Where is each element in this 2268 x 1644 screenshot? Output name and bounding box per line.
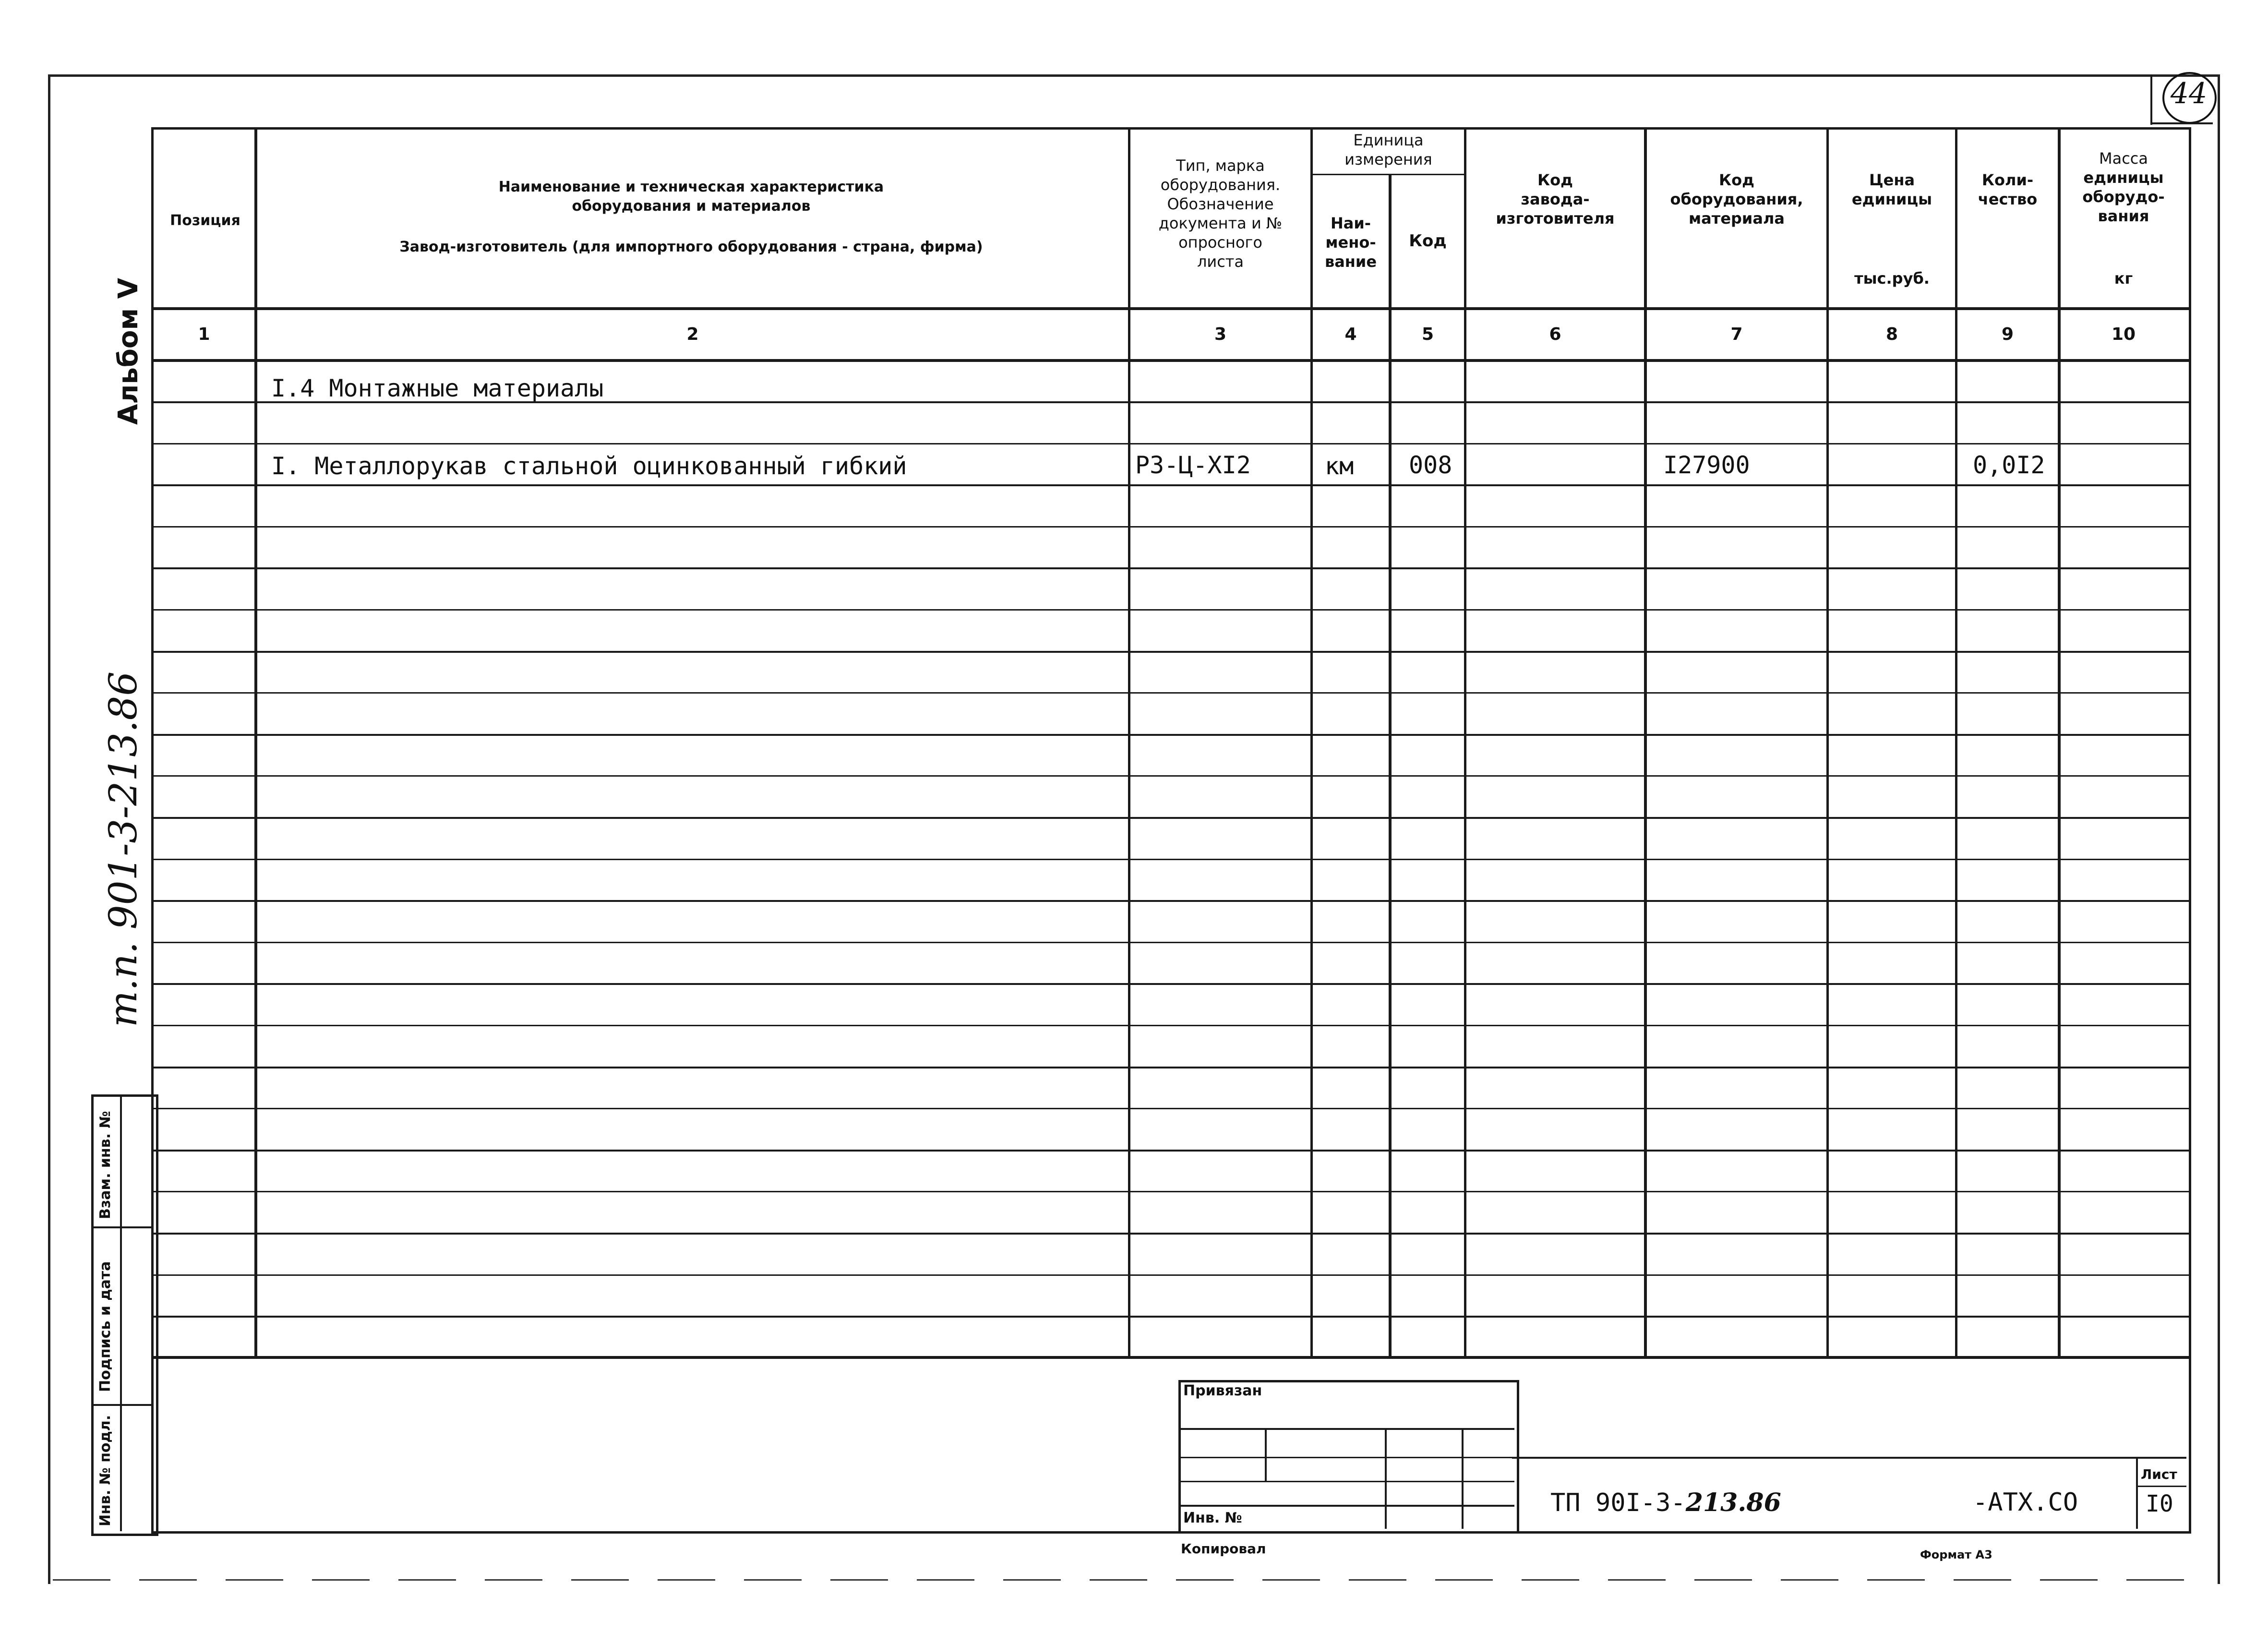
privyazan-line-1 (1178, 1428, 1514, 1430)
col-line-3 (1310, 127, 1313, 1358)
hdr-type-l5: опросного (1178, 233, 1262, 252)
row-line (154, 734, 2189, 736)
colnum-6: 6 (1549, 324, 1561, 344)
unit-group-line (1310, 174, 1464, 175)
col-line-4 (1389, 174, 1392, 1358)
col-line-2 (1128, 127, 1130, 1358)
col-line-5 (1464, 127, 1466, 1358)
hdr-equip-l2: оборудования, (1670, 190, 1803, 208)
row-line (154, 859, 2189, 860)
colnum-4: 4 (1344, 324, 1357, 344)
stamp-inv-podl: Инв. № подл. (97, 1415, 114, 1526)
doc-suffix: -АТХ.СО (1973, 1488, 2078, 1517)
hdr-name-line3: Завод-изготовитель (для импортного оборудования - страна, фирма) (399, 239, 983, 255)
hdr-name-line2: оборудования и материалов (572, 198, 811, 215)
header-bottom-line (151, 307, 2189, 310)
sheet-box-mid (2136, 1486, 2186, 1487)
row3-unit: км (1325, 452, 1354, 480)
hdr-price-unit: тыс.руб. (1854, 269, 1930, 288)
doc-code (1550, 1488, 1781, 1517)
colnum-1: 1 (198, 324, 210, 344)
hdr-type-l1: Тип, марка (1176, 156, 1265, 175)
privyazan-v-2 (1385, 1428, 1387, 1529)
row-line (154, 609, 2189, 611)
row-line (154, 1108, 2189, 1109)
hdr-unit-l1: Единица (1353, 131, 1424, 149)
row-line (154, 1150, 2189, 1152)
sheet-value: I0 (2146, 1490, 2173, 1517)
hdr-type (1130, 156, 1310, 271)
row-line (154, 1233, 2189, 1235)
hdr-qty-l2: чество (1978, 190, 2038, 208)
row-line (154, 1025, 2189, 1026)
stamp-vzam-inv: Взам. инв. № (97, 1111, 114, 1219)
hdr-mass-unit: кг (2114, 269, 2133, 288)
corner-vline (2150, 74, 2152, 125)
hdr-unit-name-l1: Наи- (1330, 214, 1371, 232)
privyazan-box (1178, 1380, 1519, 1531)
hdr-unit-l2: измерения (1344, 150, 1432, 168)
privyazan-line-2 (1178, 1457, 1514, 1458)
left-stamp-sep-1 (91, 1226, 154, 1228)
corner-hline (2150, 122, 2213, 124)
row3-type: РЗ-Ц-ХI2 (1135, 451, 1251, 479)
inv-no-label: Инв. № (1183, 1510, 1242, 1526)
colnum-7: 7 (1730, 324, 1743, 344)
row3-code: 008 (1409, 451, 1452, 479)
colnum-9: 9 (2001, 324, 2014, 344)
hdr-qty-l1: Коли- (1981, 171, 2034, 189)
left-stamp-divider (120, 1094, 122, 1531)
bottom-dash-line (53, 1579, 2213, 1581)
hdr-mass-l4: вания (2098, 207, 2149, 225)
privyazan-v-1 (1265, 1428, 1267, 1481)
row-line (154, 775, 2189, 777)
hdr-type-l2: оборудования. (1160, 176, 1281, 194)
sheet-box-left (2136, 1457, 2138, 1529)
col-line-6 (1644, 127, 1647, 1358)
hdr-qty (1957, 170, 2058, 209)
hdr-factory-l1: Код (1537, 171, 1573, 189)
row-line (154, 484, 2189, 486)
footer-format: Формат А3 (1920, 1548, 1992, 1561)
hdr-factory-l2: завода- (1521, 190, 1590, 208)
privyazan-line-4 (1178, 1505, 1514, 1507)
row-line (154, 1316, 2189, 1318)
row1-name: I.4 Монтажные материалы (271, 374, 604, 402)
privyazan-v-3 (1462, 1428, 1464, 1529)
hdr-unit-group (1313, 131, 1464, 169)
hdr-type-l6: листа (1197, 252, 1244, 271)
row-line (154, 1191, 2189, 1192)
hdr-type-l4: документа и № (1158, 214, 1283, 232)
title-top-line (1512, 1457, 2186, 1459)
hdr-unit-name-l2: мено- (1325, 233, 1376, 252)
stamp-podpis-data: Подпись и дата (97, 1261, 114, 1392)
row-line (154, 692, 2189, 694)
privyazan-line-3 (1178, 1481, 1514, 1482)
col-line-8 (1955, 127, 1957, 1358)
hdr-equip-l1: Код (1719, 171, 1754, 189)
col-line-1 (254, 127, 257, 1358)
hdr-equip-l3: материала (1689, 209, 1785, 228)
row-line (154, 1274, 2189, 1276)
row-line (154, 651, 2189, 653)
colnum-10: 10 (2111, 324, 2136, 344)
row-line (154, 567, 2189, 569)
hdr-mass (2061, 149, 2186, 226)
number-row-bottom-line (151, 359, 2189, 362)
colnum-5: 5 (1421, 324, 1434, 344)
colnum-2: 2 (686, 324, 699, 344)
privyazan-label: Привязан (1183, 1382, 1262, 1399)
row-line (154, 443, 2189, 444)
hdr-factory-code (1466, 170, 1644, 228)
colnum-8: 8 (1885, 324, 1898, 344)
hdr-price-l2: единицы (1851, 190, 1932, 208)
row3-qty: 0,0I2 (1973, 451, 2045, 479)
sheet-number-text: 44 (2170, 77, 2208, 110)
hdr-name-line1: Наименование и техническая характеристика (498, 179, 884, 195)
hdr-type-l3: Обозначение (1167, 195, 1274, 213)
hdr-unit-name-l3: вание (1324, 252, 1377, 271)
hdr-mass-l1: Масса (2099, 149, 2148, 168)
hdr-unit-name (1313, 214, 1389, 271)
hdr-price (1829, 170, 1955, 209)
side-code-handwritten: т.п. 901-3-213.86 (101, 671, 145, 1027)
doc-code-hand: 213.86 (1685, 1488, 1781, 1517)
row3-name: I. Металлорукав стальной оцинкованный гибкий (271, 452, 907, 480)
row-line (154, 942, 2189, 943)
hdr-equip-code (1647, 170, 1826, 228)
col-line-9 (2058, 127, 2061, 1358)
row-line (154, 817, 2189, 819)
hdr-mass-l3: оборудо- (2082, 188, 2165, 206)
hdr-mass-l2: единицы (2083, 168, 2164, 187)
colnum-3: 3 (1214, 324, 1227, 344)
row-line (154, 526, 2189, 528)
footer-kopiroval: Копировал (1181, 1541, 1266, 1557)
left-stamp-sep-2 (91, 1404, 154, 1406)
hdr-factory-l3: изготовителя (1496, 209, 1615, 228)
hdr-price-l1: Цена (1869, 171, 1915, 189)
col-line-7 (1826, 127, 1829, 1358)
row-line (154, 983, 2189, 985)
row-line (154, 900, 2189, 902)
doc-code-typed: ТП 90I-3- (1550, 1488, 1686, 1517)
sheet-label: Лист (2141, 1466, 2177, 1482)
table-body-bottom-line (151, 1356, 2189, 1359)
hdr-position: Позиция (170, 212, 240, 229)
hdr-unit-code: Код (1409, 231, 1447, 251)
row-line (154, 1067, 2189, 1068)
row3-equip-code: I27900 (1663, 451, 1750, 479)
album-label: Альбом V (113, 278, 144, 425)
